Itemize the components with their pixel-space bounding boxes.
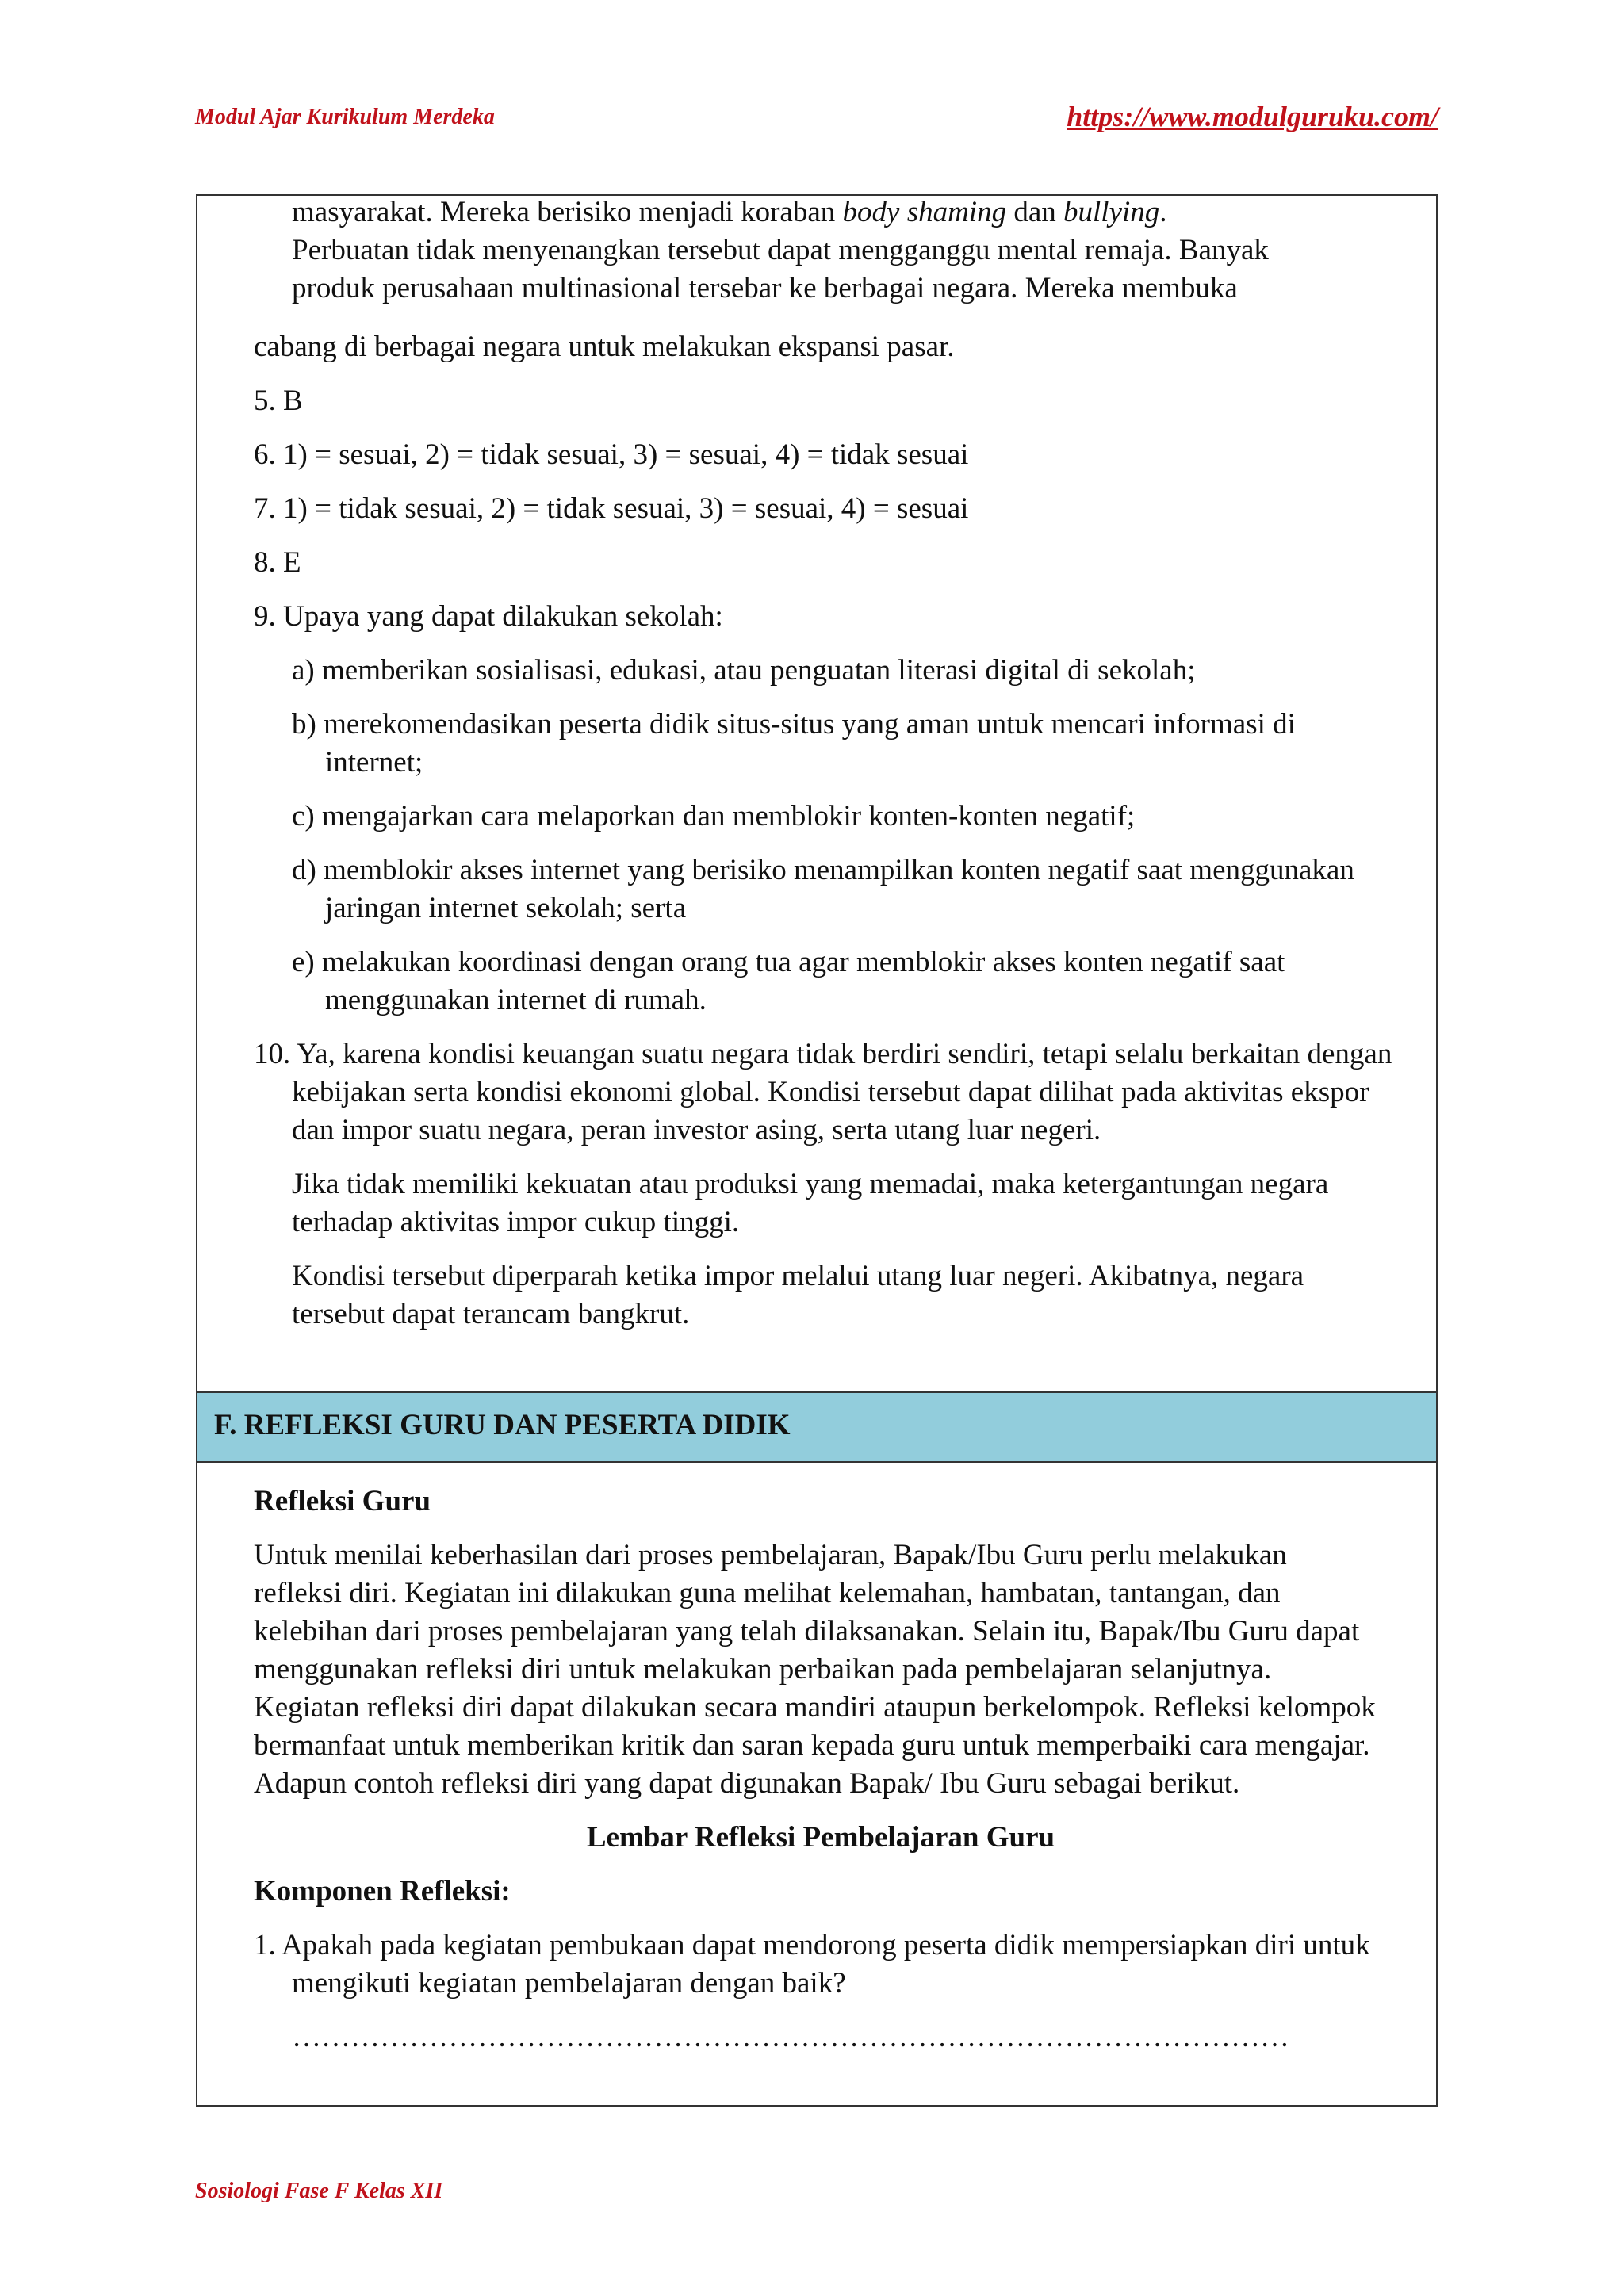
answer-continuation [292,193,1402,308]
answer-10-paragraph-3: Kondisi tersebut diperparah ketika impor melalui utang luar negeri. Akibatnya, negara tersebut dapat terancam bangkrut. [292,1260,1304,1330]
continuation-line-2: Perbuatan tidak menyenangkan tersebut dapat mengganggu mental remaja. Banyak [292,234,1269,266]
continuation-line-4: cabang di berbagai negara untuk melakukan ekspansi pasar. [254,331,955,363]
list-item: b) merekomendasikan peserta didik situs-situs yang aman untuk mencari informasi di internet; [292,708,1296,779]
continuation-line-3: produk perusahaan multinasional tersebar ke berbagai negara. Mereka membuka [292,272,1238,304]
answer-10-extra [292,1165,1370,1334]
refleksi-guru-heading: Refleksi Guru [254,1485,431,1517]
emphasis-body-shaming: body shaming [842,196,1007,228]
answer-9-items [292,652,1370,1020]
emphasis-bullying: bullying [1063,196,1160,228]
answer-10-paragraph-2: Jika tidak memiliki kekuatan atau produksi yang memadai, maka ketergantungan negara terhadap aktivitas impor cukup tinggi. [292,1168,1329,1238]
answer-5: 5. B [254,385,303,417]
text-run: . [1159,196,1167,228]
list-item: d) memblokir akses internet yang berisiko menampilkan konten negatif saat menggunakan jaringan internet sekolah; serta [292,854,1354,924]
answer-list [254,328,1396,1334]
list-item: a) memberikan sosialisasi, edukasi, atau penguatan literasi digital di sekolah; [292,654,1196,687]
list-item: c) mengajarkan cara melaporkan dan memblokir konten-konten negatif; [292,800,1136,832]
list-item: e) melakukan koordinasi dengan orang tua agar memblokir akses konten negatif saat menggunakan internet di rumah. [292,946,1285,1016]
question-1: 1. Apakah pada kegiatan pembukaan dapat mendorong peserta didik mempersiapkan diri untuk mengikuti kegiatan pembelajaran dengan baik? [254,1929,1370,1999]
footer-subject: Sosiologi Fase F Kelas XII [195,2179,443,2203]
section-f-content [254,1483,1396,2057]
answer-7: 7. 1) = tidak sesuai, 2) = tidak sesuai, 3) = sesuai, 4) = sesuai [254,492,969,525]
text-run: dan [1006,196,1064,228]
sheet-title: Lembar Refleksi Pembelajaran Guru [586,1821,1055,1854]
answer-8: 8. E [254,546,301,579]
section-f-title: F. REFLEKSI GURU DAN PESERTA DIDIK [214,1409,791,1441]
header-module-title: Modul Ajar Kurikulum Merdeka [195,105,495,129]
refleksi-guru-paragraph: Untuk menilai keberhasilan dari proses pembelajaran, Bapak/Ibu Guru perlu melakukan refleksi diri. Kegiatan ini dilakukan guna melihat kelemahan, hambatan, tantangan, dan kelebihan dari proses pembelajaran yang telah dilaksanakan. Selain itu, Bapak/Ibu Guru dapat menggunakan refleksi diri untuk melakukan perbaikan pada pembelajaran selanjutnya. Kegiatan refleksi diri dapat dilakukan secara mandiri ataupun berkelompok. Refleksi kelompok bermanfaat untuk memberikan kritik dan saran kepada guru untuk memperbaiki cara mengajar. Adapun contoh refleksi diri yang dapat digunakan Bapak/ Ibu Guru sebagai berikut. [254,1539,1376,1800]
answer-10: 10. Ya, karena kondisi keuangan suatu negara tidak berdiri sendiri, tetapi selalu berkaitan dengan kebijakan serta kondisi ekonomi global. Kondisi tersebut dapat dilihat pada aktivitas ekspor dan impor suatu negara, peran investor asing, serta utang luar negeri. [254,1038,1392,1146]
answer-dots-line[interactable]: ………………………………………………………………………………………… [292,2021,1289,2053]
continuation-line-1 [292,193,1402,232]
component-label: Komponen Refleksi: [254,1875,511,1908]
header-website-link[interactable]: https://www.modulguruku.com/ [1067,101,1438,132]
text-run: masyarakat. Mereka berisiko menjadi koraban [292,196,843,228]
answer-6: 6. 1) = sesuai, 2) = tidak sesuai, 3) = sesuai, 4) = tidak sesuai [254,438,969,471]
answer-9: 9. Upaya yang dapat dilakukan sekolah: [254,600,723,633]
